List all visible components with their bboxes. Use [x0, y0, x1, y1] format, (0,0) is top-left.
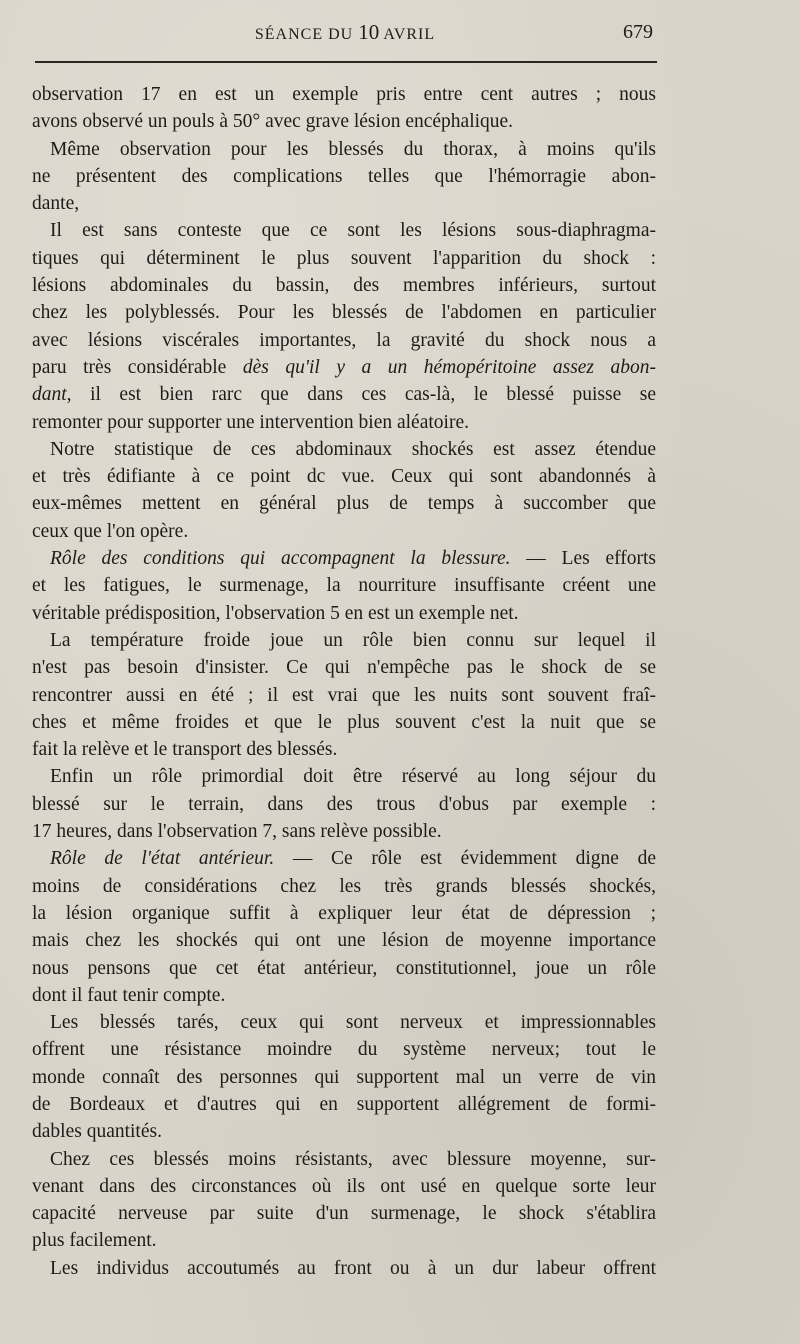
text-line: blessé sur le terrain, dans des trous d'obus par exemple : — [32, 793, 656, 815]
text-line: eux-mêmes mettent en général plus de temps à succomber que — [32, 493, 656, 515]
text-line: Même observation pour les blessés du thorax, à moins qu'ils — [50, 138, 656, 160]
text-line — [32, 354, 656, 381]
text-segment: — Les efforts — [526, 548, 657, 570]
text-line: tiques qui déterminent le plus souvent l'apparition du shock : — [32, 247, 656, 269]
text-line: de Bordeaux et d'autres qui en supportent allégrement de formi- — [32, 1093, 656, 1115]
text-line: Les blessés tarés, ceux qui sont nerveux et impressionnables — [50, 1012, 656, 1034]
text-line: observation 17 en est un exemple pris entre cent autres ; nous — [32, 84, 656, 105]
text-line: La température froide joue un rôle bien connu sur lequel il — [50, 629, 656, 651]
text-line: ches et même froides et que le plus souvent c'est la nuit que se — [32, 711, 656, 733]
text-line: véritable prédisposition, l'observation 5 en est un exemple net. — [32, 602, 519, 624]
text-line: chez les polyblessés. Pour les blessés de l'abdomen en particulier — [32, 302, 656, 324]
text-line: Chez ces blessés moins résistants, avec blessure moyenne, sur- — [50, 1148, 656, 1170]
text-line: dante, — [32, 193, 80, 215]
text-line: mais chez les shockés qui ont une lésion de moyenne importance — [32, 930, 656, 952]
header-rule — [35, 61, 657, 63]
text-line: ceux que l'on opère. — [32, 520, 189, 542]
text-line: Notre statistique de ces abdominaux shockés est assez étendue — [50, 438, 656, 460]
text-line: et les fatigues, le surmenage, la nourriture insuffisante créent une — [32, 575, 656, 597]
text-line: fait la relève et le transport des blessés. — [32, 739, 338, 761]
text-line — [32, 381, 656, 408]
text-line: lésions abdominales du bassin, des membres inférieurs, surtout — [32, 275, 656, 297]
text-line: Il est sans conteste que ce sont les lésions sous-diaphragma- — [50, 220, 656, 242]
text-line: monde connaît des personnes qui supportent mal un verre de vin — [32, 1066, 656, 1088]
text-line: avons observé un pouls à 50° avec grave lésion encéphalique. — [32, 111, 514, 133]
text-line: offrent une résistance moindre du système nerveux; tout le — [32, 1039, 656, 1061]
text-segment: il est bien rarc que dans ces cas-là, le blessé puisse se — [90, 384, 657, 406]
page-number: 679 — [623, 21, 653, 43]
text-line: dables quantités. — [32, 1121, 162, 1143]
text-line: Enfin un rôle primordial doit être réservé au long séjour du — [50, 766, 656, 788]
text-line: et très édifiante à ce point dc vue. Ceux qui sont abandonnés à — [32, 466, 656, 488]
text-line: moins de considérations chez les très grands blessés shockés, — [32, 875, 656, 897]
italic-segment: Rôle de l'état antérieur. — [50, 848, 275, 870]
italic-segment: Rôle des conditions qui accompagnent la blessure. — [50, 548, 511, 570]
text-line: plus facilement. — [32, 1230, 157, 1252]
text-line: 17 heures, dans l'observation 7, sans relève possible. — [32, 821, 442, 843]
text-line: venant dans des circonstances où ils ont usé en quelque sorte leur — [32, 1175, 656, 1197]
running-head-day: 10 — [358, 20, 380, 44]
text-line: remonter pour supporter une intervention bien aléatoire. — [32, 411, 469, 433]
running-head-session: SÉANCE DU — [254, 26, 359, 43]
text-line: avec lésions viscérales importantes, la gravité du shock nous a — [32, 329, 656, 351]
running-head-month: AVRIL — [379, 26, 436, 43]
text-line: ne présentent des complications telles que l'hémorragie abon- — [32, 165, 656, 187]
italic-segment: dant, — [32, 384, 72, 406]
text-line — [32, 545, 656, 572]
text-line: Les individus accoutumés au front ou à un dur labeur offrent — [50, 1257, 656, 1279]
body-text — [32, 81, 656, 1282]
text-line: la lésion organique suffit à expliquer leur état de dépression ; — [32, 902, 656, 924]
running-head — [35, 20, 655, 47]
italic-segment: dès qu'il y a un hémopéritoine assez abon- — [242, 356, 657, 378]
text-line: dont il faut tenir compte. — [32, 984, 226, 1006]
text-line: rencontrer aussi en été ; il est vrai que les nuits sont souvent fraî- — [32, 684, 656, 706]
text-segment: — Ce rôle est évidemment digne de — [292, 848, 656, 870]
text-line — [32, 845, 656, 872]
text-segment: paru très considérable — [32, 356, 227, 378]
text-line: n'est pas besoin d'insister. Ce qui n'empêche pas le shock de se — [32, 657, 656, 679]
text-line: nous pensons que cet état antérieur, constitutionnel, joue un rôle — [32, 957, 656, 979]
text-line: capacité nerveuse par suite d'un surmenage, le shock s'établira — [32, 1203, 656, 1225]
page-header — [35, 20, 655, 44]
